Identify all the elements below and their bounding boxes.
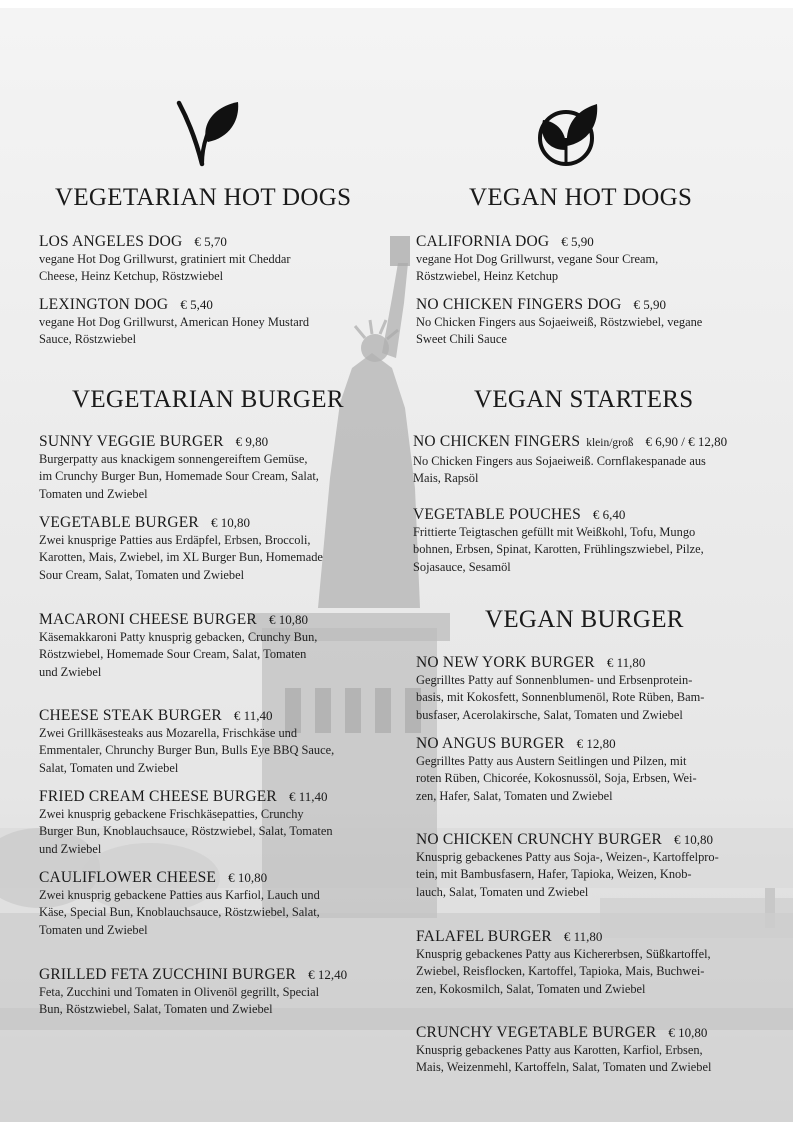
section-title-vegan-burger: VEGAN BURGER — [485, 606, 684, 633]
item-name: FALAFEL BURGER — [416, 928, 552, 945]
item-price: € 6,40 — [592, 507, 626, 522]
item-name: CRUNCHY VEGETABLE BURGER — [416, 1024, 657, 1041]
item-price: € 11,80 — [563, 929, 603, 944]
item-price: € 10,80 — [673, 832, 713, 847]
menu-item — [416, 232, 658, 286]
item-description: Gegrilltes Patty auf Sonnenblumen- und Erbsenprotein- basis, mit Kokosfett, Sonnenblumenöl, Rote Rüben, Bam- busfaser, Acerolakirsche, Salat, Tomaten und Zwiebel — [416, 673, 705, 722]
menu-item — [39, 965, 347, 1019]
item-price: € 11,40 — [288, 789, 328, 804]
item-name: LOS ANGELES DOG — [39, 233, 183, 250]
item-price: € 11,80 — [606, 655, 646, 670]
item-description: Knusprig gebackenes Patty aus Kichererbsen, Süßkartoffel, Zwiebel, Reisflocken, Kartoffel, Tapioka, Mais, Buchwei- zen, Kokosmilch, Salat, Tomaten und Zwiebel — [416, 947, 711, 996]
item-description: vegane Hot Dog Grillwurst, gratiniert mit Cheddar Cheese, Heinz Ketchup, Röstzwiebel — [39, 252, 291, 284]
menu-item — [39, 513, 323, 584]
item-name: NO CHICKEN FINGERS DOG — [416, 296, 622, 313]
menu-item — [39, 868, 320, 939]
item-price: € 9,80 — [235, 434, 269, 449]
menu-item — [416, 830, 719, 901]
menu-item — [39, 787, 333, 858]
item-description: No Chicken Fingers aus Sojaeiweiß. Cornflakespanade aus Mais, Rapsöl — [413, 454, 706, 486]
item-name: NO CHICKEN CRUNCHY BURGER — [416, 831, 662, 848]
menu-item — [416, 734, 697, 805]
menu-item — [39, 232, 291, 286]
item-name: LEXINGTON DOG — [39, 296, 169, 313]
section-title-vegan-hot-dogs: VEGAN HOT DOGS — [469, 184, 693, 211]
item-price: € 12,80 — [576, 736, 616, 751]
item-name: MACARONI CHEESE BURGER — [39, 611, 257, 628]
item-description: Feta, Zucchini und Tomaten in Olivenöl gegrillt, Special Bun, Röstzwiebel, Salat, Tomaten und Zwiebel — [39, 985, 320, 1017]
vegan-circle-leaf-icon — [535, 100, 601, 170]
item-name: VEGETABLE POUCHES — [413, 506, 581, 523]
item-price: € 10,80 — [268, 612, 308, 627]
item-name: VEGETABLE BURGER — [39, 514, 199, 531]
section-title-vegetarian-burger: VEGETARIAN BURGER — [72, 386, 344, 413]
item-price: € 10,80 — [668, 1025, 708, 1040]
item-description: Zwei knusprig gebackene Frischkäsepatties, Crunchy Burger Bun, Knoblauchsauce, Röstzwiebel, Salat, Tomaten und Zwiebel — [39, 807, 333, 856]
item-description: No Chicken Fingers aus Sojaeiweiß, Röstzwiebel, vegane Sweet Chili Sauce — [416, 315, 703, 347]
item-name: GRILLED FETA ZUCCHINI BURGER — [39, 966, 297, 983]
item-size: klein/groß — [586, 437, 634, 449]
item-name: NO ANGUS BURGER — [416, 735, 565, 752]
section-title-vegan-starters: VEGAN STARTERS — [474, 386, 694, 413]
section-title-vegetarian-hot-dogs: VEGETARIAN HOT DOGS — [55, 184, 352, 211]
item-description: Gegrilltes Patty aus Austern Seitlingen und Pilzen, mit roten Rüben, Chicorée, Kokosnussöl, Soja, Erbsen, Wei- zen, Hafer, Salat, Tomaten und Zwiebel — [416, 754, 697, 803]
menu-item — [416, 653, 704, 724]
item-name: SUNNY VEGGIE BURGER — [39, 433, 224, 450]
menu-item — [39, 610, 317, 681]
item-price: € 10,80 — [228, 870, 268, 885]
item-description: Burgerpatty aus knackigem sonnengereiftem Gemüse, im Crunchy Burger Bun, Homemade Sour Cream, Salat, Tomaten und Zwiebel — [39, 452, 319, 501]
vegetarian-leaf-icon — [172, 98, 242, 170]
item-name: FRIED CREAM CHEESE BURGER — [39, 788, 277, 805]
item-price: € 11,40 — [233, 708, 273, 723]
item-name: NO CHICKEN FINGERS — [413, 433, 581, 450]
item-name: CHEESE STEAK BURGER — [39, 707, 222, 724]
item-description: vegane Hot Dog Grillwurst, vegane Sour Cream, Röstzwiebel, Heinz Ketchup — [416, 252, 659, 284]
item-price: € 12,40 — [308, 967, 348, 982]
item-name: CALIFORNIA DOG — [416, 233, 550, 250]
item-description: Zwei knusprig gebackene Patties aus Karfiol, Lauch und Käse, Special Bun, Knoblauchsauce, Röstzwiebel, Salat, Tomaten und Zwiebel — [39, 888, 320, 937]
item-price: € 5,70 — [194, 234, 227, 249]
item-name: NO NEW YORK BURGER — [416, 654, 595, 671]
item-price: € 5,40 — [180, 297, 213, 312]
item-description: Käsemakkaroni Patty knusprig gebacken, Crunchy Bun, Röstzwiebel, Homemade Sour Cream, Salat, Tomaten und Zwiebel — [39, 630, 318, 679]
item-description: Zwei knusprige Patties aus Erdäpfel, Erbsen, Broccoli, Karotten, Mais, Zwiebel, im XL Burger Bun, Homemade Sour Cream, Salat, Tomaten und Zwiebel — [39, 533, 323, 582]
menu-item — [413, 505, 704, 576]
menu-item — [39, 295, 309, 349]
item-price: € 5,90 — [633, 297, 666, 312]
item-name: CAULIFLOWER CHEESE — [39, 869, 217, 886]
menu-item — [416, 927, 711, 998]
item-description: Knusprig gebackenes Patty aus Soja-, Weizen-, Kartoffelpro- tein, mit Bambusfasern, Hafer, Tapioka, Weizen, Knob- lauch, Salat, Tomaten und Zwiebel — [416, 850, 719, 899]
item-description: Zwei Grillkäsesteaks aus Mozarella, Frischkäse und Emmentaler, Chrunchy Burger Bun, Bulls Eye BBQ Sauce, Salat, Tomaten und Zwiebel — [39, 726, 335, 775]
item-description: vegane Hot Dog Grillwurst, American Honey Mustard Sauce, Röstzwiebel — [39, 315, 310, 347]
menu-item — [39, 432, 319, 503]
menu-item — [413, 432, 727, 488]
menu-item — [416, 1023, 711, 1077]
item-price: € 5,90 — [561, 234, 594, 249]
item-description: Frittierte Teigtaschen gefüllt mit Weißkohl, Tofu, Mungo bohnen, Erbsen, Spinat, Karotten, Frühlingszwiebel, Pilze, Sojasauce, Sesamöl — [413, 525, 704, 574]
menu-item — [416, 295, 702, 349]
item-description: Knusprig gebackenes Patty aus Karotten, Karfiol, Erbsen, Mais, Weizenmehl, Kartoffeln, Salat, Tomaten und Zwiebel — [416, 1043, 712, 1075]
item-price: € 10,80 — [210, 515, 250, 530]
item-price: € 6,90 / € 12,80 — [645, 434, 728, 449]
menu-item — [39, 706, 334, 777]
menu-page — [0, 8, 793, 1122]
